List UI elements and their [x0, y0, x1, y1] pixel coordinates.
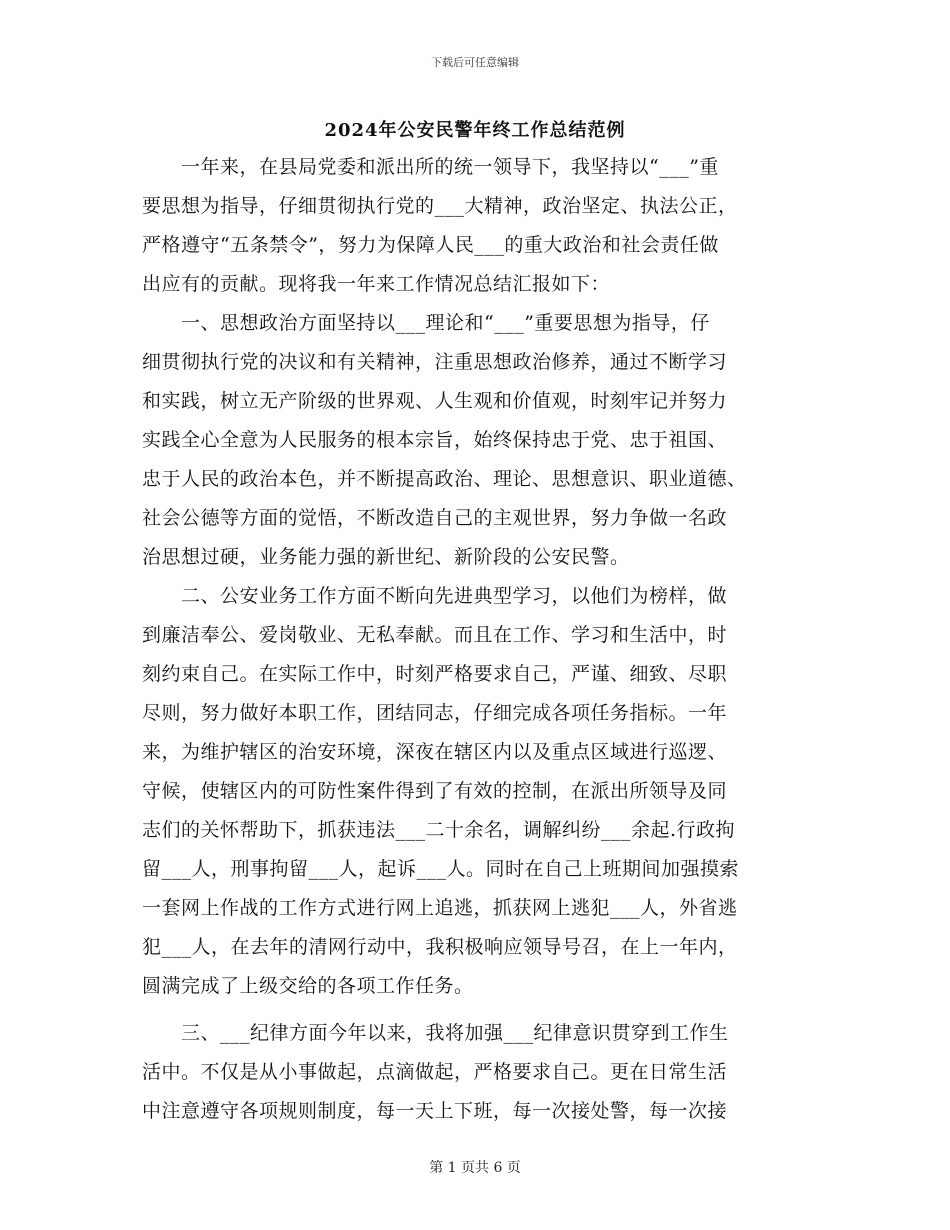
text-line: 出应有的贡献。现将我一年来工作情况总结汇报如下： — [142, 273, 611, 295]
text-line: 守候，使辖区内的可防性案件得到了有效的控制，在派出所领导及同 — [142, 780, 728, 802]
document-body — [142, 148, 806, 1131]
paragraph — [142, 304, 806, 577]
document-title: 2024年公安民警年终工作总结范例 — [324, 120, 626, 141]
text-line: 到廉洁奉公、爱岗敬业、无私奉献。而且在工作、学习和生活中，时 — [142, 624, 728, 646]
text-line: 一套网上作战的工作方式进行网上追逃，抓获网上逃犯___人，外省逃 — [142, 897, 738, 919]
page-footer: 第 1 页共 6 页 — [429, 1160, 521, 1176]
paragraph — [142, 577, 806, 1006]
text-line: 一年来，在县局党委和派出所的统一领导下，我坚持以“___”重 — [142, 156, 719, 178]
text-line: 犯___人，在去年的清网行动中，我积极响应领导号召，在上一年内， — [142, 936, 738, 958]
paragraph — [142, 148, 806, 304]
text-line: 来，为维护辖区的治安环境，深夜在辖区内以及重点区域进行巡逻、 — [142, 741, 728, 763]
text-line: 圆满完成了上级交给的各项工作任务。 — [142, 975, 474, 997]
text-line: 留___人，刑事拘留___人，起诉___人。同时在自己上班期间加强摸索 — [142, 858, 740, 880]
paragraph-spacer — [142, 1006, 806, 1014]
text-line: 要思想为指导，仔细贯彻执行党的___大精神，政治坚定、执法公正， — [142, 195, 738, 217]
text-line: 一、思想政治方面坚持以___理论和“___”重要思想为指导，仔 — [142, 312, 710, 334]
text-line: 细贯彻执行党的决议和有关精神，注重思想政治修养，通过不断学习 — [142, 351, 728, 373]
text-line: 实践全心全意为人民服务的根本宗旨，始终保持忠于党、忠于祖国、 — [142, 429, 728, 451]
text-line: 治思想过硬，业务能力强的新世纪、新阶段的公安民警。 — [142, 546, 630, 568]
text-line: 刻约束自己。在实际工作中，时刻严格要求自己，严谨、细致、尽职 — [142, 663, 728, 685]
text-line: 社会公德等方面的觉悟，不断改造自己的主观世界，努力争做一名政 — [142, 507, 728, 529]
text-line: 志们的关怀帮助下，抓获违法___二十余名，调解纠纷___余起.行政拘 — [142, 819, 736, 841]
text-line: 忠于人民的政治本色，并不断提高政治、理论、思想意识、职业道德、 — [142, 468, 747, 490]
text-line: 中注意遵守各项规则制度，每一天上下班，每一次接处警，每一次接 — [142, 1100, 728, 1122]
text-line: 严格遵守“五条禁令”，努力为保障人民___的重大政治和社会责任做 — [142, 234, 719, 256]
text-line: 和实践，树立无产阶级的世界观、人生观和价值观，时刻牢记并努力 — [142, 390, 728, 412]
text-line: 三、___纪律方面今年以来，我将加强___纪律意识贯穿到工作生 — [142, 1022, 729, 1044]
text-line: 活中。不仅是从小事做起，点滴做起，严格要求自己。更在日常生活 — [142, 1061, 728, 1083]
text-line: 尽则，努力做好本职工作，团结同志，仔细完成各项任务指标。一年 — [142, 702, 728, 724]
paragraph — [142, 1014, 806, 1131]
text-line: 二、公安业务工作方面不断向先进典型学习，以他们为榜样，做 — [142, 585, 728, 607]
header-note: 下载后可任意编辑 — [431, 56, 519, 69]
